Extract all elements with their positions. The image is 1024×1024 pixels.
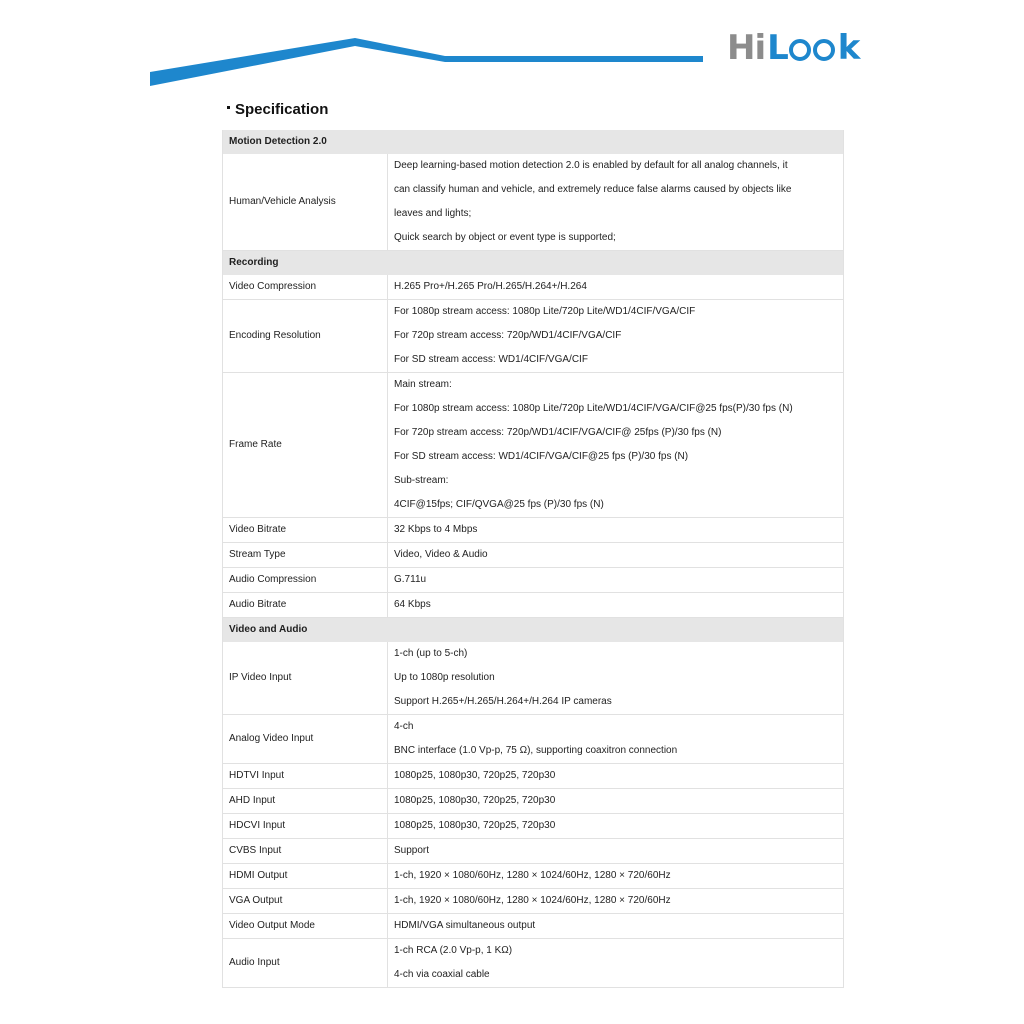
spec-value (388, 889, 844, 914)
spec-value-line: 32 Kbps to 4 Mbps (394, 524, 478, 535)
logo-look-l: L (767, 28, 788, 68)
spec-row-human-vehicle-analysis (223, 154, 844, 251)
spec-value (388, 543, 844, 568)
spec-label: IP Video Input (223, 642, 388, 715)
spec-value (388, 814, 844, 839)
spec-value-line: For SD stream access: WD1/4CIF/VGA/CIF@25 fps (P)/30 fps (N) (394, 451, 689, 462)
spec-label: Video Compression (223, 275, 388, 300)
spec-value (388, 373, 844, 518)
spec-value-line: 1-ch, 1920 × 1080/60Hz, 1280 × 1024/60Hz, 1280 × 720/60Hz (394, 895, 671, 906)
spec-value (388, 914, 844, 939)
spec-value (388, 789, 844, 814)
category-row-recording (223, 251, 844, 276)
spec-value-line: H.265 Pro+/H.265 Pro/H.265/H.264+/H.264 (394, 281, 587, 292)
spec-row-stream-type (223, 543, 844, 568)
logo-hi-text: Hi (727, 28, 766, 68)
spec-label: Video Bitrate (223, 518, 388, 543)
spec-value-line: BNC interface (1.0 Vp-p, 75 Ω), supporting coaxitron connection (394, 745, 678, 756)
spec-value-line: 4CIF@15fps; CIF/QVGA@25 fps (P)/30 fps (N) (394, 499, 604, 510)
category-label: Recording (223, 251, 844, 276)
spec-value (388, 518, 844, 543)
spec-value-line: Video, Video & Audio (394, 549, 488, 560)
spec-row-hdtvi-input (223, 764, 844, 789)
spec-value-line: 64 Kbps (394, 599, 431, 610)
spec-row-hdcvi-input (223, 814, 844, 839)
spec-value-line: HDMI/VGA simultaneous output (394, 920, 536, 931)
spec-value-line: For 720p stream access: 720p/WD1/4CIF/VGA/CIF@ 25fps (P)/30 fps (N) (394, 427, 722, 438)
spec-row-vga-output (223, 889, 844, 914)
spec-value-line: 4-ch (394, 721, 414, 732)
spec-label: HDMI Output (223, 864, 388, 889)
spec-value (388, 764, 844, 789)
spec-label: Stream Type (223, 543, 388, 568)
spec-value (388, 568, 844, 593)
spec-value (388, 593, 844, 618)
spec-value-line: Main stream: (394, 379, 452, 390)
logo-look-k: k (837, 28, 860, 68)
hilook-logo (727, 28, 859, 68)
spec-label: Video Output Mode (223, 914, 388, 939)
spec-value-line: Quick search by object or event type is supported; (394, 232, 616, 243)
logo-eye-icon (789, 39, 811, 61)
spec-row-ahd-input (223, 789, 844, 814)
spec-value (388, 154, 844, 251)
header-roof-shape (150, 38, 703, 86)
spec-value-line: Sub-stream: (394, 475, 449, 486)
specification-table (222, 130, 844, 988)
spec-value-line: Up to 1080p resolution (394, 672, 495, 683)
spec-row-video-output-mode (223, 914, 844, 939)
logo-eye-icon (813, 39, 835, 61)
spec-value-line: leaves and lights; (394, 208, 472, 219)
spec-value-line: 1080p25, 1080p30, 720p25, 720p30 (394, 795, 556, 806)
spec-value-line: Support H.265+/H.265/H.264+/H.264 IP cameras (394, 696, 612, 707)
spec-value (388, 275, 844, 300)
spec-label: AHD Input (223, 789, 388, 814)
section-title: Specification (227, 101, 328, 118)
spec-label: CVBS Input (223, 839, 388, 864)
spec-value-line: For SD stream access: WD1/4CIF/VGA/CIF (394, 354, 588, 365)
spec-row-ip-video-input (223, 642, 844, 715)
spec-value (388, 839, 844, 864)
spec-label: Human/Vehicle Analysis (223, 154, 388, 251)
spec-value-line: 1080p25, 1080p30, 720p25, 720p30 (394, 770, 556, 781)
spec-row-frame-rate (223, 373, 844, 518)
spec-label: HDCVI Input (223, 814, 388, 839)
spec-value-line: For 1080p stream access: 1080p Lite/720p Lite/WD1/4CIF/VGA/CIF@25 fps(P)/30 fps (N) (394, 403, 793, 414)
bullet-icon (227, 106, 230, 109)
spec-value (388, 864, 844, 889)
spec-row-analog-video-input (223, 715, 844, 764)
spec-value-line: 4-ch via coaxial cable (394, 969, 490, 980)
spec-value (388, 642, 844, 715)
spec-row-audio-input (223, 939, 844, 988)
spec-value-line: Deep learning-based motion detection 2.0 is enabled by default for all analog channels, it (394, 160, 788, 171)
spec-label: Audio Bitrate (223, 593, 388, 618)
spec-label: HDTVI Input (223, 764, 388, 789)
spec-label: Frame Rate (223, 373, 388, 518)
spec-value-line: can classify human and vehicle, and extremely reduce false alarms caused by objects like (394, 184, 792, 195)
spec-row-video-compression (223, 275, 844, 300)
spec-row-audio-bitrate (223, 593, 844, 618)
spec-label: Analog Video Input (223, 715, 388, 764)
spec-label: Encoding Resolution (223, 300, 388, 373)
category-label: Motion Detection 2.0 (223, 130, 844, 154)
category-row-video-and-audio (223, 618, 844, 643)
spec-value (388, 300, 844, 373)
spec-value-line: 1080p25, 1080p30, 720p25, 720p30 (394, 820, 556, 831)
spec-row-hdmi-output (223, 864, 844, 889)
spec-value-line: For 720p stream access: 720p/WD1/4CIF/VGA/CIF (394, 330, 622, 341)
spec-value-line: G.711u (394, 574, 427, 585)
spec-value-line: Support (394, 845, 430, 856)
spec-value (388, 715, 844, 764)
spec-value-line: For 1080p stream access: 1080p Lite/720p Lite/WD1/4CIF/VGA/CIF (394, 306, 696, 317)
spec-row-audio-compression (223, 568, 844, 593)
spec-row-encoding-resolution (223, 300, 844, 373)
spec-value-line: 1-ch (up to 5-ch) (394, 648, 468, 659)
spec-value-line: 1-ch RCA (2.0 Vp-p, 1 KΩ) (394, 945, 513, 956)
spec-label: VGA Output (223, 889, 388, 914)
spec-row-cvbs-input (223, 839, 844, 864)
spec-value-line: 1-ch, 1920 × 1080/60Hz, 1280 × 1024/60Hz, 1280 × 720/60Hz (394, 870, 671, 881)
spec-row-video-bitrate (223, 518, 844, 543)
header-banner-graphic (0, 0, 1024, 100)
spec-label: Audio Input (223, 939, 388, 988)
spec-value (388, 939, 844, 988)
category-row-motion-detection (223, 130, 844, 154)
spec-label: Audio Compression (223, 568, 388, 593)
category-label: Video and Audio (223, 618, 844, 643)
